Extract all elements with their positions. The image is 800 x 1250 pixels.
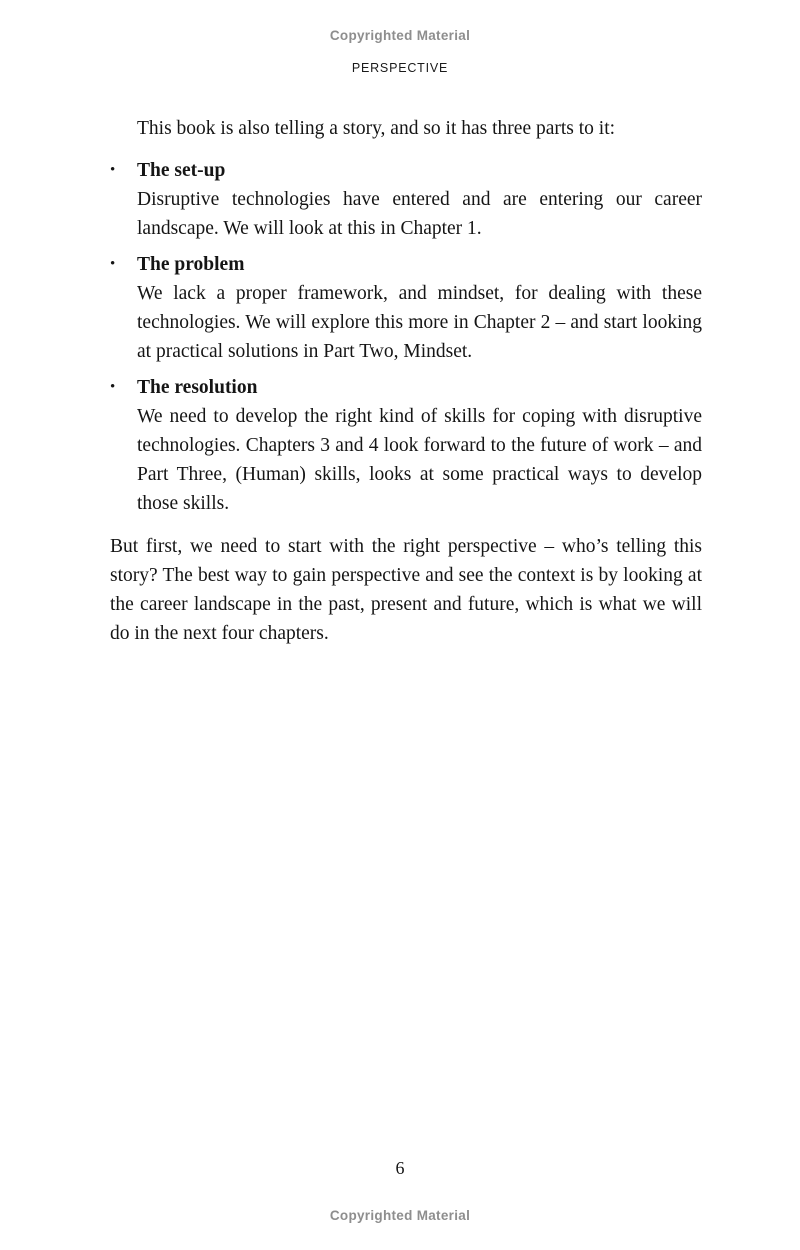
copyright-notice-top: Copyrighted Material	[329, 28, 471, 43]
bullet-icon: •	[110, 379, 116, 395]
closing-paragraph: But first, we need to start with the right perspective – who’s telling this story? The best way to gain perspective and see the context is by looking at the career landscape in the past, present and future, which is what we will do in the next four chapters.	[110, 536, 702, 644]
bullet-list	[110, 156, 702, 518]
bullet-icon: •	[110, 256, 116, 272]
page-body	[110, 114, 702, 648]
bullet-body: We lack a proper framework, and mindset, for dealing with these technologies. We will explore this more in Chapter 2 – and start looking at practical solutions in Part Two, Mindset.	[137, 283, 702, 362]
bullet-content	[137, 156, 702, 243]
bullet-content	[137, 373, 702, 518]
list-item	[110, 373, 702, 518]
intro-paragraph: This book is also telling a story, and so it has three parts to it:	[137, 118, 616, 139]
bullet-icon: •	[110, 162, 116, 178]
copyright-notice-bottom: Copyrighted Material	[329, 1208, 471, 1223]
bullet-content	[137, 250, 702, 366]
bullet-title: The resolution	[137, 377, 258, 398]
bullet-body: We need to develop the right kind of skills for coping with disruptive technologies. Chapters 3 and 4 look forward to the future of work – and Part Three, (Human) skills, looks at some practical ways to develop those skills.	[137, 406, 702, 514]
bullet-body: Disruptive technologies have entered and are entering our career landscape. We will look at this in Chapter 1.	[137, 189, 702, 239]
page-number: 6	[395, 1158, 405, 1178]
bullet-title: The problem	[137, 254, 245, 275]
list-item	[110, 156, 702, 243]
list-item	[110, 250, 702, 366]
running-header: PERSPECTIVE	[351, 61, 449, 75]
bullet-title: The set-up	[137, 160, 226, 181]
